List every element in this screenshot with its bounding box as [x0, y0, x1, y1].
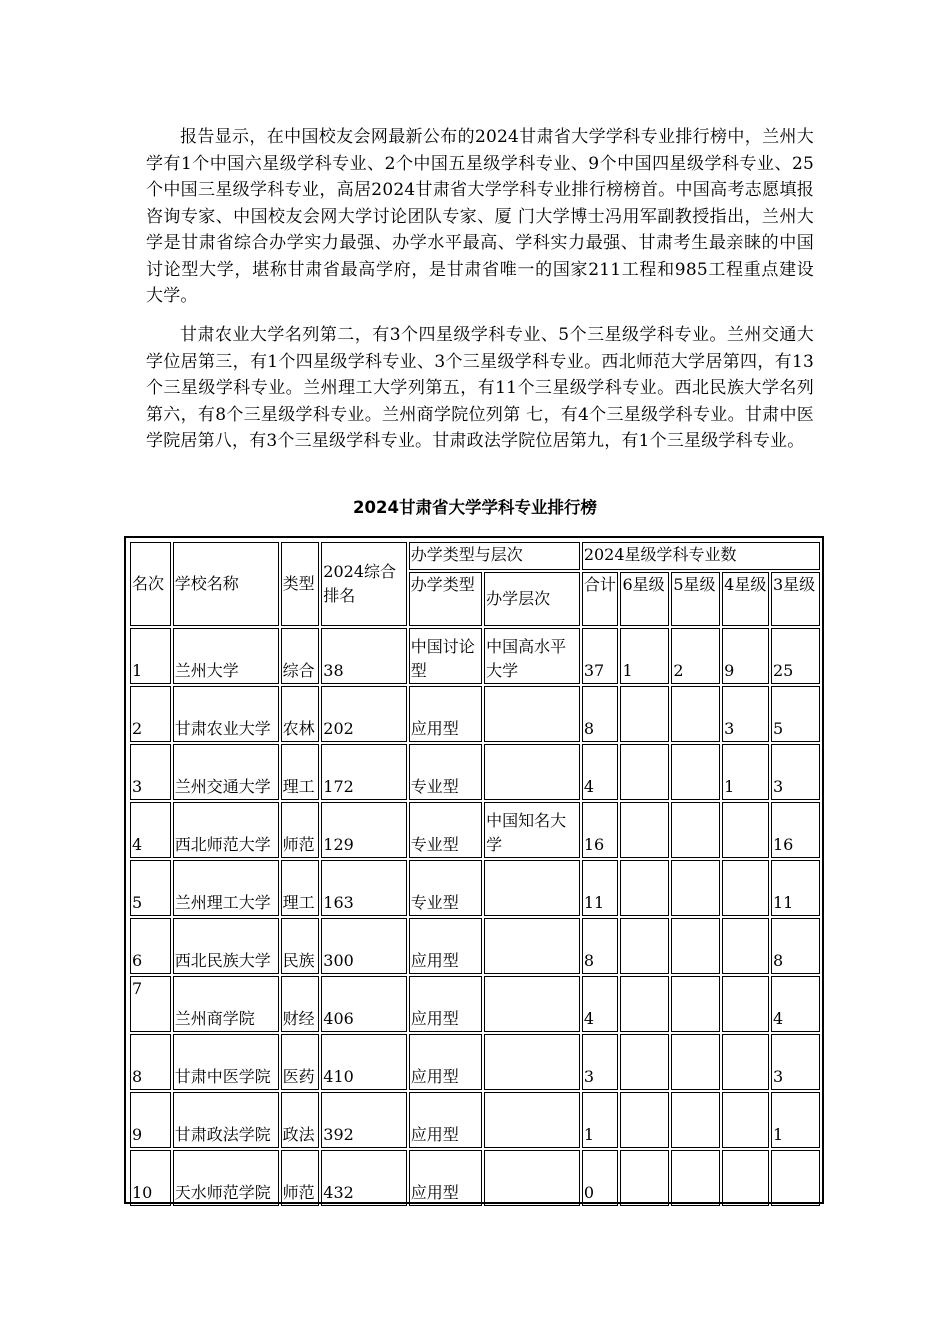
header-school: 学校名称	[173, 542, 279, 626]
total-cell: 11	[582, 860, 619, 916]
category-cell: 理工	[281, 860, 320, 916]
header-group-stars: 2024星级学科专业数	[582, 542, 820, 570]
table-row	[130, 976, 820, 1032]
table-row	[130, 628, 820, 684]
overall-rank-cell: 202	[321, 686, 407, 742]
6star-cell	[620, 744, 669, 800]
overall-rank-cell: 38	[321, 628, 407, 684]
3star-cell: 3	[771, 744, 820, 800]
table-row	[130, 918, 820, 974]
5star-cell	[671, 744, 720, 800]
5star-cell: 2	[671, 628, 720, 684]
6star-cell	[620, 1034, 669, 1090]
6star-cell	[620, 1092, 669, 1148]
3star-cell: 11	[771, 860, 820, 916]
header-4star: 4星级	[722, 572, 769, 626]
4star-cell	[722, 976, 769, 1032]
header-overall-rank: 2024综合排名	[321, 542, 407, 626]
overall-rank-cell: 163	[321, 860, 407, 916]
ranking-paragraph: 甘肃农业大学名列第二，有3个四星级学科专业、5个三星级学科专业。兰州交通大学位居第三，有1个四星级学科专业、3个三星级学科专业。西北师范大学居第四，有13个三星级学科专业。兰州理工大学列第五，有11个三星级学科专业。西北民族大学名列第六，有8个三星级学科专业。兰州商学院位列第 七，有4个三星级学科专业。甘肃中医学院居第八，有3个三星级学科专业。甘肃政法学院位居第九，有1个三星级学科专业。	[146, 325, 814, 451]
5star-cell	[671, 802, 720, 858]
5star-cell	[671, 976, 720, 1032]
3star-cell: 25	[771, 628, 820, 684]
rank-cell: 9	[130, 1092, 171, 1148]
type-cell: 应用型	[409, 1034, 482, 1090]
5star-cell	[671, 860, 720, 916]
rank-cell: 10	[130, 1150, 171, 1206]
total-cell: 4	[582, 976, 619, 1032]
type-cell: 专业型	[409, 802, 482, 858]
6star-cell	[620, 918, 669, 974]
table-row	[130, 1150, 820, 1206]
category-cell: 民族	[281, 918, 320, 974]
level-cell	[484, 744, 580, 800]
school-cell: 兰州理工大学	[173, 860, 279, 916]
type-cell: 专业型	[409, 744, 482, 800]
table-row	[130, 1034, 820, 1090]
rank-cell: 4	[130, 802, 171, 858]
intro-paragraph: 报告显示，在中国校友会网最新公布的2024甘肃省大学学科专业排行榜中，兰州大学有1个中国六星级学科专业、2个中国五星级学科专业、9个中国四星级学科专业、25个中国三星级学科专业，高居2024甘肃省大学学科专业排行榜榜首。中国高考志愿填报咨询专家、中国校友会网大学讨论团队专家、厦 门大学博士冯用军副教授指出，兰州大学是甘肃省综合办学实力最强、办学水平最高、学科实力最强、甘肃考生最亲睐的中国讨论型大学，堪称甘肃省最高学府，是甘肃省唯一的国家211工程和985工程重点建设大学。	[146, 127, 814, 306]
type-cell: 应用型	[409, 918, 482, 974]
total-cell: 3	[582, 1034, 619, 1090]
4star-cell	[722, 1150, 769, 1206]
4star-cell: 9	[722, 628, 769, 684]
5star-cell	[671, 686, 720, 742]
5star-cell	[671, 918, 720, 974]
5star-cell	[671, 1092, 720, 1148]
school-cell: 天水师范学院	[173, 1150, 279, 1206]
table-title: 2024甘肃省大学学科专业排行榜	[353, 498, 597, 517]
header-type: 办学类型	[409, 572, 482, 626]
level-cell	[484, 976, 580, 1032]
3star-cell	[771, 1150, 820, 1206]
4star-cell	[722, 1034, 769, 1090]
6star-cell	[620, 860, 669, 916]
overall-rank-cell: 410	[321, 1034, 407, 1090]
level-cell	[484, 1150, 580, 1206]
total-cell: 0	[582, 1150, 619, 1206]
category-cell: 医药	[281, 1034, 320, 1090]
6star-cell	[620, 686, 669, 742]
6star-cell	[620, 1150, 669, 1206]
school-cell: 兰州交通大学	[173, 744, 279, 800]
overall-rank-cell: 172	[321, 744, 407, 800]
type-cell: 应用型	[409, 976, 482, 1032]
type-cell: 应用型	[409, 1150, 482, 1206]
table-row	[130, 1092, 820, 1148]
3star-cell: 3	[771, 1034, 820, 1090]
school-cell: 兰州商学院	[173, 976, 279, 1032]
header-6star: 6星级	[620, 572, 669, 626]
type-cell: 中国讨论型	[409, 628, 482, 684]
6star-cell	[620, 802, 669, 858]
rank-cell: 2	[130, 686, 171, 742]
header-level: 办学层次	[484, 572, 580, 626]
table-row	[130, 860, 820, 916]
rank-cell: 5	[130, 860, 171, 916]
header-category: 类型	[281, 542, 320, 626]
overall-rank-cell: 129	[321, 802, 407, 858]
table-row	[130, 802, 820, 858]
overall-rank-cell: 392	[321, 1092, 407, 1148]
header-rank: 名次	[130, 542, 171, 626]
header-5star: 5星级	[671, 572, 720, 626]
school-cell: 甘肃中医学院	[173, 1034, 279, 1090]
total-cell: 8	[582, 918, 619, 974]
overall-rank-cell: 406	[321, 976, 407, 1032]
4star-cell	[722, 918, 769, 974]
header-row	[130, 542, 820, 570]
school-cell: 甘肃政法学院	[173, 1092, 279, 1148]
3star-cell: 8	[771, 918, 820, 974]
header-3star: 3星级	[771, 572, 820, 626]
6star-cell: 1	[620, 628, 669, 684]
overall-rank-cell: 432	[321, 1150, 407, 1206]
total-cell: 37	[582, 628, 619, 684]
category-cell: 师范	[281, 1150, 320, 1206]
header-group-type-level: 办学类型与层次	[409, 542, 580, 570]
4star-cell	[722, 802, 769, 858]
3star-cell: 5	[771, 686, 820, 742]
table-row	[130, 686, 820, 742]
category-cell: 财经	[281, 976, 320, 1032]
school-cell: 甘肃农业大学	[173, 686, 279, 742]
3star-cell: 1	[771, 1092, 820, 1148]
school-cell: 西北师范大学	[173, 802, 279, 858]
rank-cell: 1	[130, 628, 171, 684]
5star-cell	[671, 1150, 720, 1206]
level-cell: 中国高水平大学	[484, 628, 580, 684]
total-cell: 8	[582, 686, 619, 742]
table-row	[130, 744, 820, 800]
school-cell: 兰州大学	[173, 628, 279, 684]
4star-cell: 1	[722, 744, 769, 800]
total-cell: 1	[582, 1092, 619, 1148]
type-cell: 应用型	[409, 686, 482, 742]
level-cell	[484, 1034, 580, 1090]
level-cell: 中国知名大学	[484, 802, 580, 858]
total-cell: 16	[582, 802, 619, 858]
level-cell	[484, 860, 580, 916]
category-cell: 理工	[281, 744, 320, 800]
type-cell: 应用型	[409, 1092, 482, 1148]
level-cell	[484, 918, 580, 974]
ranking-table	[124, 536, 824, 1204]
6star-cell	[620, 976, 669, 1032]
total-cell: 4	[582, 744, 619, 800]
rank-cell: 3	[130, 744, 171, 800]
rank-cell: 8	[130, 1034, 171, 1090]
category-cell: 农林	[281, 686, 320, 742]
4star-cell	[722, 860, 769, 916]
school-cell: 西北民族大学	[173, 918, 279, 974]
3star-cell: 16	[771, 802, 820, 858]
category-cell: 师范	[281, 802, 320, 858]
category-cell: 综合	[281, 628, 320, 684]
type-cell: 专业型	[409, 860, 482, 916]
level-cell	[484, 1092, 580, 1148]
header-total: 合计	[582, 572, 619, 626]
3star-cell: 4	[771, 976, 820, 1032]
5star-cell	[671, 1034, 720, 1090]
4star-cell: 3	[722, 686, 769, 742]
overall-rank-cell: 300	[321, 918, 407, 974]
rank-cell: 6	[130, 918, 171, 974]
4star-cell	[722, 1092, 769, 1148]
category-cell: 政法	[281, 1092, 320, 1148]
level-cell	[484, 686, 580, 742]
rank-cell: 7	[130, 976, 171, 1032]
